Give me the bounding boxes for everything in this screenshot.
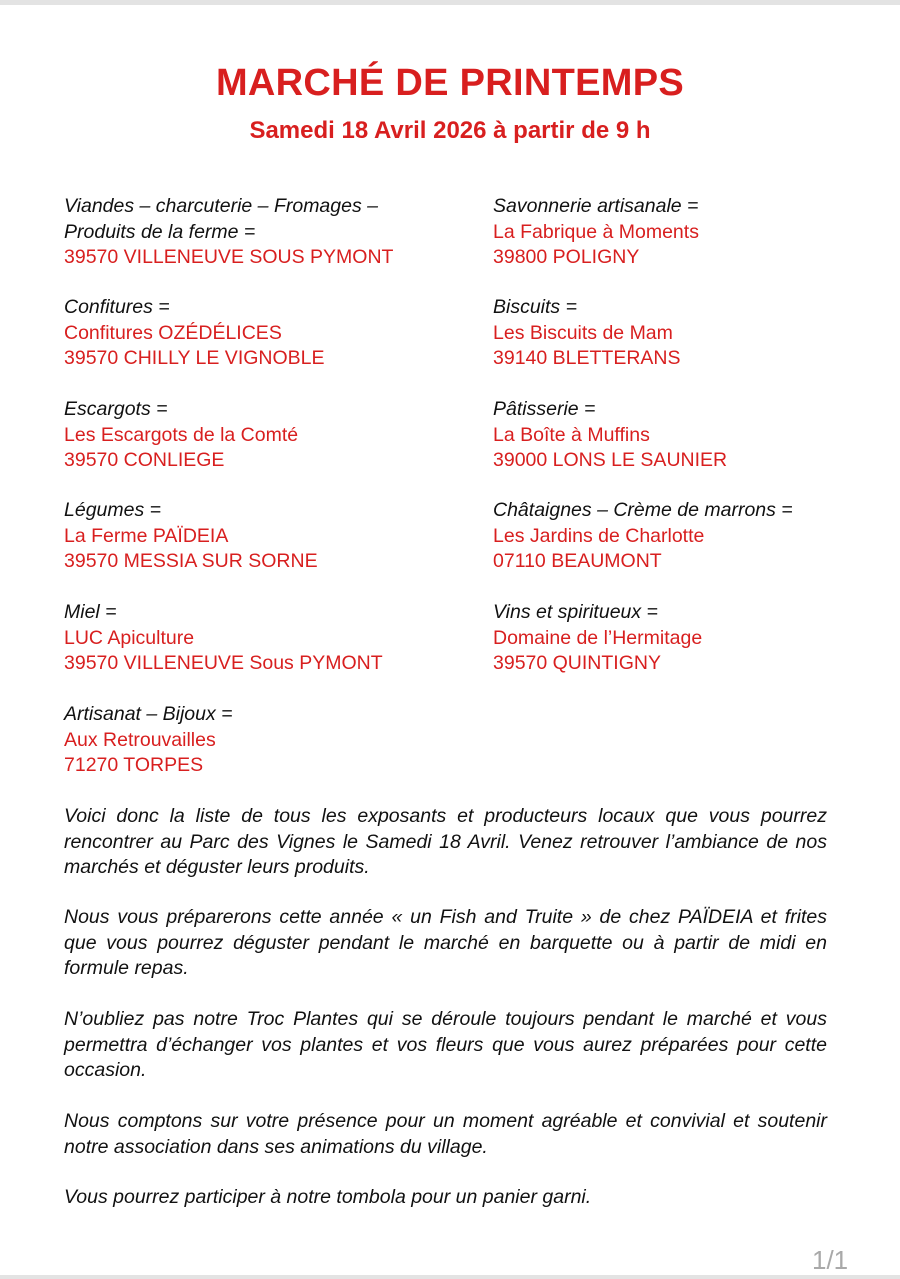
vendor-honey — [64, 600, 444, 677]
vendor-name: La Fabrique à Moments — [493, 220, 699, 243]
vendor-city: 39570 VILLENEUVE Sous PYMONT — [64, 652, 383, 674]
paragraph-troc-plantes: N’oubliez pas notre Troc Plantes qui se déroule toujours pendant le marché et vous permettra d’échanger vos plantes et vos fleurs que vous aurez préparées pour cette occasion. — [64, 1008, 827, 1081]
vendor-snails — [64, 397, 444, 474]
vendor-city: 39570 CHILLY LE VIGNOBLE — [64, 347, 325, 369]
vendor-category: Vins et spiritueux = — [493, 601, 658, 623]
vendor-name: LUC Apiculture — [64, 626, 195, 649]
vendor-jams — [64, 295, 444, 372]
page-title: MARCHÉ DE PRINTEMPS — [215, 62, 685, 104]
vendor-name: Aux Retrouvailles — [64, 728, 216, 751]
vendor-city: 39000 LONS LE SAUNIER — [493, 449, 728, 471]
vendor-city: 39570 CONLIEGE — [64, 449, 225, 471]
vendor-category-continued: Produits de la ferme = — [64, 220, 256, 243]
vendor-biscuits — [493, 295, 873, 372]
vendor-crafts — [64, 702, 444, 779]
vendor-name: Domaine de l’Hermitage — [493, 626, 703, 649]
vendor-category: Savonnerie artisanale = — [493, 195, 699, 217]
vendor-name: La Boîte à Muffins — [493, 423, 650, 446]
vendor-category: Miel = — [64, 601, 117, 623]
vendor-category: Confitures = — [64, 296, 170, 318]
vendor-name: La Ferme PAÏDEIA — [64, 524, 229, 547]
vendor-city: 71270 TORPES — [64, 754, 204, 776]
vendor-category: Escargots = — [64, 398, 168, 420]
vendor-city: 39140 BLETTERANS — [493, 347, 681, 369]
paragraph-presence: Nous comptons sur votre présence pour un moment agréable et convivial et soutenir notre association dans ses animations du village. — [64, 1110, 827, 1158]
vendor-city: 07110 BEAUMONT — [493, 550, 662, 572]
paragraph-intro: Voici donc la liste de tous les exposants et producteurs locaux que vous pourrez rencontrer au Parc des Vignes le Samedi 18 Avril. Venez retrouver l’ambiance de nos marchés et déguster leurs produits. — [64, 805, 827, 878]
page-indicator: 1/1 — [812, 1245, 849, 1275]
vendor-pastry — [493, 397, 873, 474]
vendor-name: Les Biscuits de Mam — [493, 321, 673, 344]
vendor-category: Pâtisserie = — [493, 398, 596, 420]
vendor-category: Artisanat – Bijoux = — [64, 703, 233, 725]
vendor-name: Confitures OZÉDÉLICES — [64, 321, 282, 344]
vendor-category: Viandes – charcuterie – Fromages – — [64, 195, 378, 217]
vendor-chestnuts — [493, 498, 873, 575]
paragraph-tombola: Vous pourrez participer à notre tombola pour un panier garni. — [64, 1186, 592, 1208]
vendor-meats — [64, 194, 444, 271]
vendor-category: Biscuits = — [493, 296, 577, 318]
vendor-vegetables — [64, 498, 444, 575]
paragraph-fish-and-truite: Nous vous préparerons cette année « un Fish and Truite » de chez PAÏDEIA et frites que vous pourrez déguster pendant le marché en barquette ou à partir de midi en formule repas. — [64, 906, 827, 979]
event-date: Samedi 18 Avril 2026 à partir de 9 h — [249, 117, 651, 144]
vendor-city: 39570 VILLENEUVE SOUS PYMONT — [64, 246, 394, 268]
vendor-category: Châtaignes – Crème de marrons = — [493, 499, 793, 521]
vendor-city: 39570 QUINTIGNY — [493, 652, 661, 674]
vendor-wines — [493, 600, 873, 677]
vendor-soap — [493, 194, 873, 271]
vendor-name: Les Jardins de Charlotte — [493, 524, 705, 547]
vendor-category: Légumes = — [64, 499, 162, 521]
vendor-city: 39800 POLIGNY — [493, 246, 640, 268]
viewer-top-bar — [0, 0, 900, 5]
vendor-city: 39570 MESSIA SUR SORNE — [64, 550, 318, 572]
vendor-name: Les Escargots de la Comté — [64, 423, 299, 446]
viewer-bottom-bar — [0, 1275, 900, 1279]
